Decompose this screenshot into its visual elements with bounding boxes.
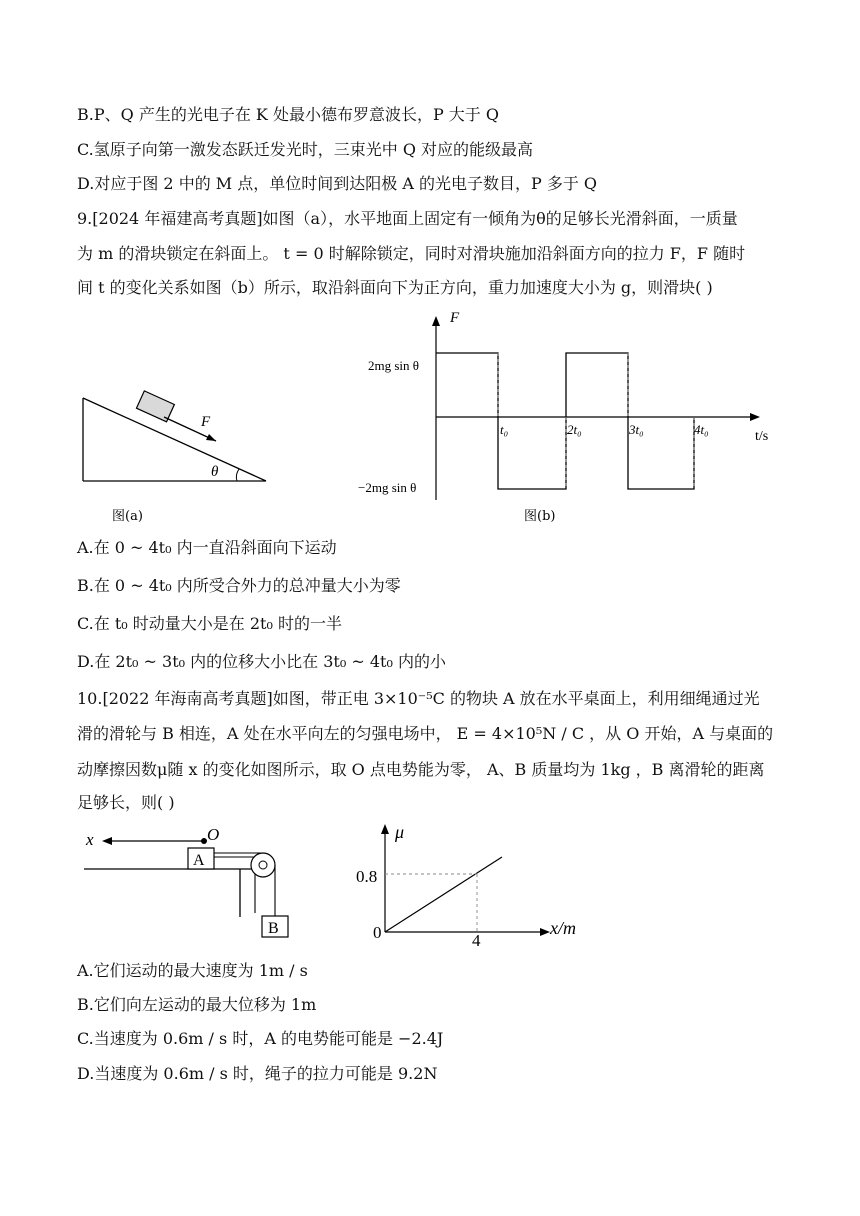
q9-pos-level-label: 2mg sin θ: [368, 358, 420, 373]
q9-option-a: A.在 0 ~ 4t₀ 内一直沿斜面向下运动: [77, 538, 337, 557]
q10-figure-setup: [80, 823, 300, 943]
q10-y-tick-08: 0.8: [356, 867, 378, 886]
q9-angle-label: θ: [211, 464, 219, 480]
q10-stem-line-2: 滑的滑轮与 B 相连，A 处在水平向左的匀强电场中， E = 4×10⁵N / C ，从 O 开始，A 与桌面的: [77, 724, 774, 743]
q8-option-c: C.氢原子向第一激发态跃迁发光时，三束光中 Q 对应的能级最高: [77, 140, 534, 159]
q10-figure-mu-graph: [350, 818, 600, 948]
q9-tick-4t0: 4t₀: [694, 422, 709, 437]
q9-force-label: F: [201, 414, 211, 430]
q9-figure-a-caption: 图(a): [112, 509, 143, 524]
q10-x-axis-label: x/m: [550, 918, 576, 938]
q10-option-d: D.当速度为 0.6m / s 时，绳子的拉力可能是 9.2N: [77, 1064, 438, 1083]
q9-option-d: D.在 2t₀ ~ 3t₀ 内的位移大小比在 3t₀ ~ 4t₀ 内的小: [77, 652, 446, 671]
q10-option-a: A.它们运动的最大速度为 1m / s: [77, 961, 308, 980]
q10-stem-line-3: 动摩擦因数μ随 x 的变化如图所示，取 O 点电势能为零， A、B 质量均为 1kg ，B 离滑轮的距离: [77, 760, 765, 779]
q10-origin-label: O: [207, 825, 220, 844]
q10-option-c: C.当速度为 0.6m / s 时，A 的电势能可能是 −2.4J: [77, 1029, 444, 1048]
q10-x-tick-4: 4: [472, 931, 481, 948]
q8-option-d: D.对应于图 2 中的 M 点，单位时间到达阳极 A 的光电子数目，P 多于 Q: [77, 174, 598, 193]
q10-block-a: A: [193, 852, 205, 869]
q9-stem-line-3: 间 t 的变化关系如图（b）所示，取沿斜面向下为正方向，重力加速度大小为 g，则滑块( ): [77, 278, 713, 297]
q9-figure-a: [78, 388, 278, 528]
q10-x-label: x: [86, 830, 94, 849]
q8-option-b: B.P、Q 产生的光电子在 K 处最小德布罗意波长，P 大于 Q: [77, 105, 499, 124]
q9-option-c: C.在 t₀ 时动量大小是在 2t₀ 时的一半: [77, 614, 342, 633]
q10-mu-axis-label: μ: [395, 822, 405, 842]
q9-f-axis-label: F: [450, 310, 460, 326]
q9-option-b: B.在 0 ~ 4t₀ 内所受合外力的总冲量大小为零: [77, 576, 401, 595]
q9-stem-line-2: 为 m 的滑块锁定在斜面上。 t = 0 时解除锁定，同时对滑块施加沿斜面方向的拉力 F，F 随时: [77, 244, 746, 263]
q9-stem-line-1: 9.[2024 年福建高考真题]如图（a），水平地面上固定有一倾角为θ的足够长光滑斜面，一质量: [77, 209, 738, 228]
q9-figure-b: [352, 310, 782, 525]
q10-stem-line-1: 10.[2022 年海南高考真题]如图，带正电 3×10⁻⁵C 的物块 A 放在水平桌面上，利用细绳通过光: [77, 689, 760, 708]
q10-option-b: B.它们向左运动的最大位移为 1m: [77, 995, 317, 1014]
q9-tick-3t0: 3t₀: [629, 422, 644, 437]
q9-figure-b-caption: 图(b): [524, 509, 556, 524]
q9-tick-2t0: 2t₀: [567, 422, 582, 437]
q9-t-axis-label: t/s: [755, 429, 769, 444]
q9-tick-t0: t₀: [500, 422, 509, 437]
q10-block-b: B: [268, 920, 279, 937]
q10-stem-line-4: 足够长，则( ): [77, 793, 175, 812]
q10-origin: 0: [373, 923, 382, 942]
q9-neg-level-label: −2mg sin θ: [358, 480, 417, 495]
